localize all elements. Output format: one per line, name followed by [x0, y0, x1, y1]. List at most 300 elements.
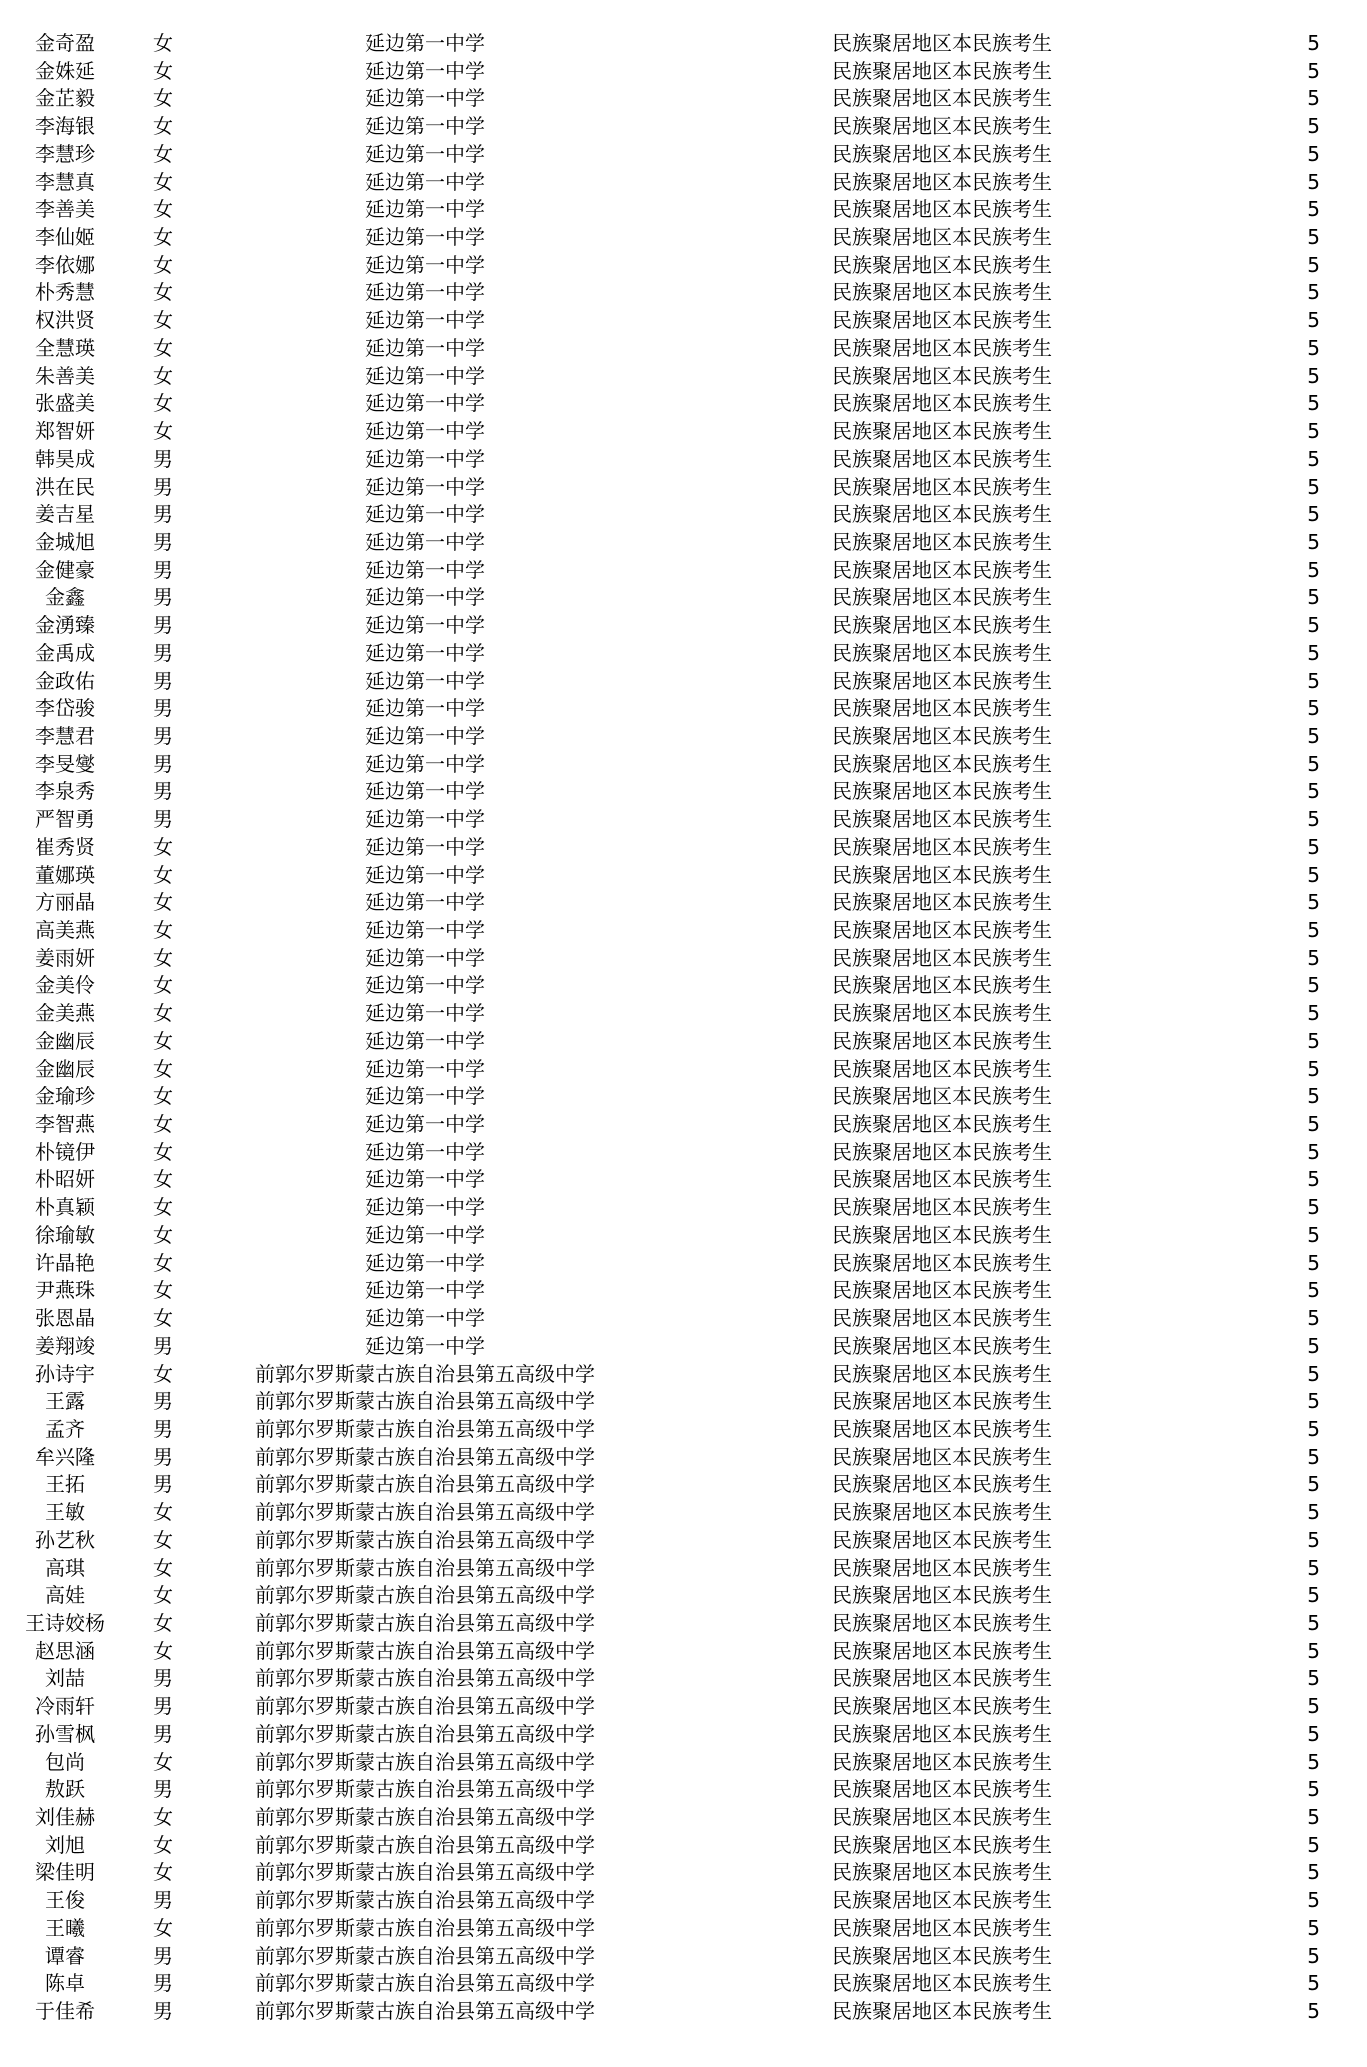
candidate-name: 姜吉星 — [35, 502, 95, 527]
candidate-school: 延边第一中学 — [365, 1084, 485, 1109]
candidate-name: 崔秀贤 — [35, 834, 95, 859]
table-row — [0, 668, 1367, 696]
table-row — [0, 363, 1367, 391]
candidate-score: 5 — [1307, 668, 1320, 693]
candidate-name: 李旻燮 — [35, 751, 95, 776]
candidate-school: 延边第一中学 — [365, 723, 485, 748]
candidate-gender: 女 — [153, 890, 173, 915]
candidate-score: 5 — [1307, 1915, 1320, 1940]
table-row — [0, 1804, 1367, 1832]
table-row — [0, 1776, 1367, 1804]
candidate-gender: 女 — [153, 1028, 173, 1053]
candidate-score: 5 — [1307, 1749, 1320, 1774]
table-row — [0, 1250, 1367, 1278]
candidate-gender: 男 — [153, 1999, 173, 2024]
candidate-name: 金政佑 — [35, 668, 95, 693]
candidate-category: 民族聚居地区本民族考生 — [832, 474, 1052, 499]
candidate-gender: 男 — [153, 1777, 173, 1802]
candidate-school: 前郭尔罗斯蒙古族自治县第五高级中学 — [255, 1971, 595, 1996]
candidate-name: 金幽辰 — [35, 1028, 95, 1053]
candidate-name: 姜雨妍 — [35, 945, 95, 970]
candidate-gender: 男 — [153, 751, 173, 776]
candidate-category: 民族聚居地区本民族考生 — [832, 58, 1052, 83]
candidate-score: 5 — [1307, 1971, 1320, 1996]
table-row — [0, 557, 1367, 585]
table-row — [0, 1915, 1367, 1943]
candidate-gender: 女 — [153, 1638, 173, 1663]
candidate-score: 5 — [1307, 1306, 1320, 1331]
table-row — [0, 1277, 1367, 1305]
candidate-category: 民族聚居地区本民族考生 — [832, 1472, 1052, 1497]
table-row — [0, 1998, 1367, 2026]
candidate-name: 陈卓 — [45, 1971, 85, 1996]
candidate-category: 民族聚居地区本民族考生 — [832, 1832, 1052, 1857]
candidate-category: 民族聚居地区本民族考生 — [832, 1860, 1052, 1885]
table-row — [0, 778, 1367, 806]
candidate-category: 民族聚居地区本民族考生 — [832, 1389, 1052, 1414]
table-row — [0, 141, 1367, 169]
candidate-category: 民族聚居地区本民族考生 — [832, 1888, 1052, 1913]
candidate-name: 孟齐 — [45, 1416, 85, 1441]
table-row — [0, 169, 1367, 197]
candidate-school: 前郭尔罗斯蒙古族自治县第五高级中学 — [255, 1361, 595, 1386]
candidate-score: 5 — [1307, 1527, 1320, 1552]
candidate-category: 民族聚居地区本民族考生 — [832, 1610, 1052, 1635]
table-row — [0, 584, 1367, 612]
candidate-score: 5 — [1307, 1139, 1320, 1164]
candidate-category: 民族聚居地区本民族考生 — [832, 252, 1052, 277]
table-row — [0, 1416, 1367, 1444]
candidate-name: 方丽晶 — [35, 890, 95, 915]
candidate-gender: 女 — [153, 1749, 173, 1774]
candidate-score: 5 — [1307, 1084, 1320, 1109]
candidate-category: 民族聚居地区本民族考生 — [832, 1361, 1052, 1386]
candidate-score: 5 — [1307, 169, 1320, 194]
candidate-score: 5 — [1307, 1583, 1320, 1608]
candidate-name: 全慧瑛 — [35, 335, 95, 360]
candidate-score: 5 — [1307, 1112, 1320, 1137]
candidate-gender: 男 — [153, 779, 173, 804]
candidate-school: 延边第一中学 — [365, 1333, 485, 1358]
candidate-score: 5 — [1307, 1610, 1320, 1635]
candidate-school: 延边第一中学 — [365, 751, 485, 776]
table-row — [0, 1471, 1367, 1499]
candidate-category: 民族聚居地区本民族考生 — [832, 1749, 1052, 1774]
candidate-category: 民族聚居地区本民族考生 — [832, 1555, 1052, 1580]
table-row — [0, 1139, 1367, 1167]
candidate-school: 前郭尔罗斯蒙古族自治县第五高级中学 — [255, 1860, 595, 1885]
candidate-category: 民族聚居地区本民族考生 — [832, 1638, 1052, 1663]
candidate-category: 民族聚居地区本民族考生 — [832, 1444, 1052, 1469]
candidate-gender: 男 — [153, 1694, 173, 1719]
candidate-gender: 女 — [153, 918, 173, 942]
candidate-school: 延边第一中学 — [365, 973, 485, 998]
candidate-name: 李慧珍 — [35, 141, 95, 166]
candidate-category: 民族聚居地区本民族考生 — [832, 335, 1052, 360]
candidate-name: 高琪 — [45, 1555, 85, 1580]
candidate-category: 民族聚居地区本民族考生 — [832, 557, 1052, 582]
candidate-school: 延边第一中学 — [365, 834, 485, 859]
candidate-category: 民族聚居地区本民族考生 — [832, 1195, 1052, 1220]
candidate-category: 民族聚居地区本民族考生 — [832, 31, 1052, 55]
candidate-gender: 男 — [153, 474, 173, 499]
candidate-score: 5 — [1307, 807, 1320, 832]
candidate-score: 5 — [1307, 890, 1320, 915]
candidate-score: 5 — [1307, 1805, 1320, 1829]
candidate-gender: 女 — [153, 169, 173, 194]
candidate-gender: 女 — [153, 31, 173, 55]
candidate-gender: 女 — [153, 363, 173, 388]
candidate-name: 谭睿 — [45, 1943, 85, 1968]
table-row — [0, 335, 1367, 363]
table-row — [0, 529, 1367, 557]
candidate-gender: 男 — [153, 446, 173, 471]
candidate-school: 前郭尔罗斯蒙古族自治县第五高级中学 — [255, 1472, 595, 1497]
candidate-name: 金芷毅 — [35, 86, 95, 111]
candidate-school: 延边第一中学 — [365, 1250, 485, 1275]
candidate-name: 尹燕珠 — [35, 1278, 95, 1303]
candidate-gender: 女 — [153, 973, 173, 998]
candidate-name: 权洪贤 — [35, 308, 95, 333]
candidate-school: 前郭尔罗斯蒙古族自治县第五高级中学 — [255, 1943, 595, 1968]
candidate-gender: 女 — [153, 1500, 173, 1525]
candidate-score: 5 — [1307, 1500, 1320, 1525]
candidate-name: 朴秀慧 — [35, 280, 95, 305]
candidate-score: 5 — [1307, 197, 1320, 222]
candidate-gender: 男 — [153, 1444, 173, 1469]
candidate-gender: 男 — [153, 502, 173, 527]
table-row — [0, 85, 1367, 113]
table-row — [0, 640, 1367, 668]
candidate-name: 李智燕 — [35, 1112, 95, 1137]
candidate-category: 民族聚居地区本民族考生 — [832, 1056, 1052, 1081]
candidate-category: 民族聚居地区本民族考生 — [832, 1721, 1052, 1746]
candidate-name: 朴真颖 — [35, 1195, 95, 1220]
candidate-score: 5 — [1307, 308, 1320, 333]
candidate-gender: 女 — [153, 141, 173, 166]
candidate-name: 金城旭 — [35, 529, 95, 554]
candidate-school: 延边第一中学 — [365, 1278, 485, 1303]
candidate-score: 5 — [1307, 1777, 1320, 1802]
candidate-score: 5 — [1307, 1721, 1320, 1746]
candidate-gender: 女 — [153, 114, 173, 139]
candidate-name: 李岱骏 — [35, 696, 95, 721]
candidate-score: 5 — [1307, 31, 1320, 55]
candidate-category: 民族聚居地区本民族考生 — [832, 1250, 1052, 1275]
candidate-category: 民族聚居地区本民族考生 — [832, 862, 1052, 887]
candidate-school: 延边第一中学 — [365, 58, 485, 83]
candidate-name: 姜翔竣 — [35, 1333, 95, 1358]
table-row — [0, 1527, 1367, 1555]
table-row — [0, 1222, 1367, 1250]
candidate-school: 延边第一中学 — [365, 1222, 485, 1247]
table-row — [0, 390, 1367, 418]
candidate-gender: 男 — [153, 807, 173, 832]
candidate-name: 牟兴隆 — [35, 1444, 95, 1469]
candidate-score: 5 — [1307, 1472, 1320, 1497]
table-row — [0, 446, 1367, 474]
candidate-school: 延边第一中学 — [365, 779, 485, 804]
candidate-name: 徐瑜敏 — [35, 1222, 95, 1247]
candidate-gender: 女 — [153, 1860, 173, 1885]
candidate-school: 延边第一中学 — [365, 141, 485, 166]
table-row — [0, 30, 1367, 58]
table-row — [0, 862, 1367, 890]
candidate-name: 金奇盈 — [35, 31, 95, 55]
candidate-school: 延边第一中学 — [365, 862, 485, 887]
candidate-score: 5 — [1307, 58, 1320, 83]
table-row — [0, 224, 1367, 252]
candidate-name: 韩昊成 — [35, 446, 95, 471]
candidate-category: 民族聚居地区本民族考生 — [832, 668, 1052, 693]
candidate-gender: 女 — [153, 1361, 173, 1386]
candidate-gender: 女 — [153, 1056, 173, 1081]
candidate-gender: 男 — [153, 696, 173, 721]
candidate-gender: 女 — [153, 280, 173, 305]
candidate-gender: 男 — [153, 668, 173, 693]
table-row — [0, 113, 1367, 141]
candidate-gender: 男 — [153, 1943, 173, 1968]
candidate-score: 5 — [1307, 696, 1320, 721]
table-row — [0, 806, 1367, 834]
candidate-school: 延边第一中学 — [365, 1112, 485, 1137]
candidate-score: 5 — [1307, 1195, 1320, 1220]
candidate-score: 5 — [1307, 363, 1320, 388]
candidate-category: 民族聚居地区本民族考生 — [832, 696, 1052, 721]
candidate-category: 民族聚居地区本民族考生 — [832, 1915, 1052, 1940]
candidate-category: 民族聚居地区本民族考生 — [832, 1167, 1052, 1192]
table-row — [0, 889, 1367, 917]
candidate-category: 民族聚居地区本民族考生 — [832, 86, 1052, 111]
candidate-category: 民族聚居地区本民族考生 — [832, 1777, 1052, 1802]
candidate-gender: 男 — [153, 1333, 173, 1358]
candidate-name: 李仙姬 — [35, 225, 95, 250]
table-row — [0, 695, 1367, 723]
candidate-name: 敖跃 — [45, 1777, 85, 1802]
candidate-score: 5 — [1307, 834, 1320, 859]
candidate-score: 5 — [1307, 973, 1320, 998]
candidate-score: 5 — [1307, 1222, 1320, 1247]
table-row — [0, 1056, 1367, 1084]
candidate-score: 5 — [1307, 1999, 1320, 2024]
candidate-score: 5 — [1307, 1694, 1320, 1719]
candidate-name: 王拓 — [45, 1472, 85, 1497]
candidate-name: 金姝延 — [35, 58, 95, 83]
candidate-name: 王曦 — [45, 1915, 85, 1940]
candidate-category: 民族聚居地区本民族考生 — [832, 1527, 1052, 1552]
candidate-gender: 女 — [153, 391, 173, 416]
candidate-gender: 女 — [153, 1195, 173, 1220]
candidate-score: 5 — [1307, 1555, 1320, 1580]
candidate-category: 民族聚居地区本民族考生 — [832, 1416, 1052, 1441]
candidate-school: 前郭尔罗斯蒙古族自治县第五高级中学 — [255, 1721, 595, 1746]
table-row — [0, 751, 1367, 779]
candidate-school: 前郭尔罗斯蒙古族自治县第五高级中学 — [255, 1638, 595, 1663]
candidate-score: 5 — [1307, 225, 1320, 250]
table-row — [0, 834, 1367, 862]
candidate-score: 5 — [1307, 1250, 1320, 1275]
candidate-school: 前郭尔罗斯蒙古族自治县第五高级中学 — [255, 1999, 595, 2024]
candidate-gender: 男 — [153, 1666, 173, 1691]
candidate-school: 延边第一中学 — [365, 918, 485, 942]
candidate-category: 民族聚居地区本民族考生 — [832, 1222, 1052, 1247]
candidate-score: 5 — [1307, 1278, 1320, 1303]
candidate-name: 王露 — [45, 1389, 85, 1414]
candidate-gender: 女 — [153, 335, 173, 360]
candidate-category: 民族聚居地区本民族考生 — [832, 1583, 1052, 1608]
candidate-gender: 男 — [153, 723, 173, 748]
candidate-score: 5 — [1307, 474, 1320, 499]
candidate-score: 5 — [1307, 723, 1320, 748]
candidate-score: 5 — [1307, 419, 1320, 444]
candidate-school: 延边第一中学 — [365, 363, 485, 388]
candidate-school: 前郭尔罗斯蒙古族自治县第五高级中学 — [255, 1444, 595, 1469]
candidate-score: 5 — [1307, 640, 1320, 665]
candidate-category: 民族聚居地区本民族考生 — [832, 114, 1052, 139]
candidate-score: 5 — [1307, 502, 1320, 527]
candidate-name: 张恩晶 — [35, 1306, 95, 1331]
candidate-gender: 女 — [153, 1001, 173, 1026]
candidate-school: 前郭尔罗斯蒙古族自治县第五高级中学 — [255, 1527, 595, 1552]
candidate-gender: 男 — [153, 613, 173, 638]
candidate-category: 民族聚居地区本民族考生 — [832, 585, 1052, 610]
candidate-category: 民族聚居地区本民族考生 — [832, 1805, 1052, 1829]
candidate-name: 张盛美 — [35, 391, 95, 416]
table-row — [0, 279, 1367, 307]
table-row — [0, 972, 1367, 1000]
candidate-score: 5 — [1307, 1444, 1320, 1469]
table-row — [0, 1749, 1367, 1777]
candidate-school: 延边第一中学 — [365, 1195, 485, 1220]
candidate-score: 5 — [1307, 1167, 1320, 1192]
candidate-gender: 男 — [153, 640, 173, 665]
candidate-score: 5 — [1307, 945, 1320, 970]
table-row — [0, 1665, 1367, 1693]
candidate-name: 董娜瑛 — [35, 862, 95, 887]
candidate-category: 民族聚居地区本民族考生 — [832, 807, 1052, 832]
candidate-school: 前郭尔罗斯蒙古族自治县第五高级中学 — [255, 1805, 595, 1829]
candidate-school: 延边第一中学 — [365, 1056, 485, 1081]
candidate-category: 民族聚居地区本民族考生 — [832, 1666, 1052, 1691]
table-row — [0, 501, 1367, 529]
candidate-gender: 女 — [153, 197, 173, 222]
candidate-school: 延边第一中学 — [365, 446, 485, 471]
candidate-name: 许晶艳 — [35, 1250, 95, 1275]
candidate-name: 金鑫 — [45, 585, 85, 610]
candidate-name: 包尚 — [45, 1749, 85, 1774]
candidate-school: 前郭尔罗斯蒙古族自治县第五高级中学 — [255, 1749, 595, 1774]
candidate-gender: 女 — [153, 1278, 173, 1303]
candidate-gender: 女 — [153, 1084, 173, 1109]
candidate-category: 民族聚居地区本民族考生 — [832, 280, 1052, 305]
candidate-category: 民族聚居地区本民族考生 — [832, 141, 1052, 166]
candidate-category: 民族聚居地区本民族考生 — [832, 1306, 1052, 1331]
candidate-gender: 女 — [153, 58, 173, 83]
candidate-score: 5 — [1307, 86, 1320, 111]
candidate-gender: 女 — [153, 945, 173, 970]
candidate-school: 前郭尔罗斯蒙古族自治县第五高级中学 — [255, 1500, 595, 1525]
candidate-name: 李慧君 — [35, 723, 95, 748]
candidate-category: 民族聚居地区本民族考生 — [832, 1028, 1052, 1053]
candidate-name: 刘佳赫 — [35, 1805, 95, 1829]
candidate-school: 延边第一中学 — [365, 86, 485, 111]
candidate-score: 5 — [1307, 446, 1320, 471]
candidate-school: 前郭尔罗斯蒙古族自治县第五高级中学 — [255, 1777, 595, 1802]
candidate-score: 5 — [1307, 529, 1320, 554]
candidate-name: 刘旭 — [45, 1832, 85, 1857]
table-row — [0, 196, 1367, 224]
candidate-name: 朴昭妍 — [35, 1167, 95, 1192]
candidate-school: 延边第一中学 — [365, 502, 485, 527]
candidate-category: 民族聚居地区本民族考生 — [832, 1943, 1052, 1968]
table-row — [0, 58, 1367, 86]
candidate-school: 延边第一中学 — [365, 197, 485, 222]
candidate-gender: 女 — [153, 1805, 173, 1829]
candidate-school: 延边第一中学 — [365, 225, 485, 250]
candidate-score: 5 — [1307, 779, 1320, 804]
table-row — [0, 1832, 1367, 1860]
candidate-score: 5 — [1307, 1001, 1320, 1026]
table-row — [0, 1582, 1367, 1610]
candidate-school: 前郭尔罗斯蒙古族自治县第五高级中学 — [255, 1915, 595, 1940]
candidate-name: 赵思涵 — [35, 1638, 95, 1663]
candidate-school: 前郭尔罗斯蒙古族自治县第五高级中学 — [255, 1583, 595, 1608]
candidate-category: 民族聚居地区本民族考生 — [832, 973, 1052, 998]
table-row — [0, 1693, 1367, 1721]
candidate-school: 延边第一中学 — [365, 613, 485, 638]
table-row — [0, 1111, 1367, 1139]
candidate-score: 5 — [1307, 1361, 1320, 1386]
candidate-gender: 女 — [153, 1583, 173, 1608]
table-row — [0, 1638, 1367, 1666]
table-row — [0, 1444, 1367, 1472]
candidate-name: 孙诗宇 — [35, 1361, 95, 1386]
candidate-school: 延边第一中学 — [365, 1028, 485, 1053]
candidate-name: 严智勇 — [35, 807, 95, 832]
candidate-gender: 女 — [153, 1610, 173, 1635]
candidate-name: 王诗姣杨 — [25, 1610, 105, 1635]
candidate-school: 前郭尔罗斯蒙古族自治县第五高级中学 — [255, 1888, 595, 1913]
candidate-name: 李慧真 — [35, 169, 95, 194]
candidate-name: 金美伶 — [35, 973, 95, 998]
candidate-school: 延边第一中学 — [365, 945, 485, 970]
table-row — [0, 1887, 1367, 1915]
candidate-score: 5 — [1307, 918, 1320, 942]
candidate-school: 前郭尔罗斯蒙古族自治县第五高级中学 — [255, 1555, 595, 1580]
candidate-school: 延边第一中学 — [365, 807, 485, 832]
candidate-category: 民族聚居地区本民族考生 — [832, 1971, 1052, 1996]
candidate-gender: 女 — [153, 1527, 173, 1552]
candidate-category: 民族聚居地区本民族考生 — [832, 1333, 1052, 1358]
table-row — [0, 1721, 1367, 1749]
candidate-gender: 女 — [153, 1222, 173, 1247]
candidate-score: 5 — [1307, 751, 1320, 776]
candidate-name: 刘喆 — [45, 1666, 85, 1691]
candidate-score: 5 — [1307, 1943, 1320, 1968]
candidate-name: 金健豪 — [35, 557, 95, 582]
table-row — [0, 1970, 1367, 1998]
candidate-score: 5 — [1307, 114, 1320, 139]
candidate-category: 民族聚居地区本民族考生 — [832, 529, 1052, 554]
candidate-school: 延边第一中学 — [365, 529, 485, 554]
candidate-school: 延边第一中学 — [365, 114, 485, 139]
table-row — [0, 1361, 1367, 1389]
candidate-name: 金美燕 — [35, 1001, 95, 1026]
candidate-score: 5 — [1307, 391, 1320, 416]
candidate-gender: 女 — [153, 252, 173, 277]
candidate-gender: 男 — [153, 1721, 173, 1746]
table-row — [0, 474, 1367, 502]
